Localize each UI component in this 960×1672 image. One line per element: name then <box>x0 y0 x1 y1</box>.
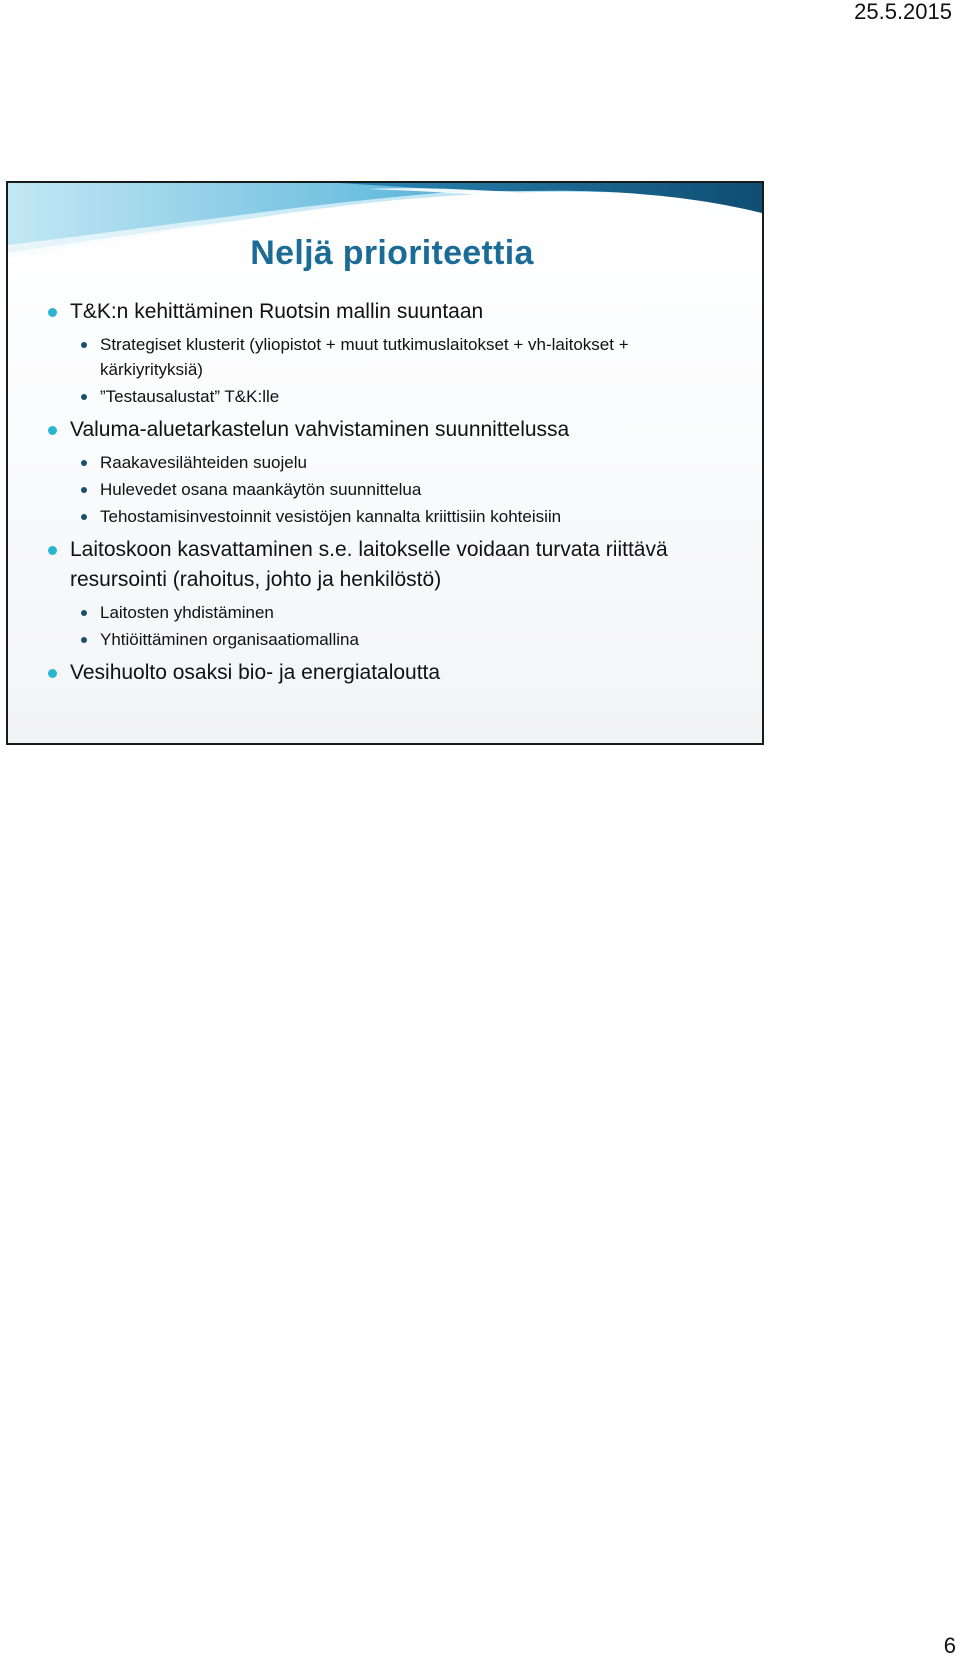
list-item <box>8 384 762 409</box>
slide-title: Neljä prioriteettia <box>250 234 534 272</box>
list-item <box>8 332 762 382</box>
bullet-text: Tehostamisinvestoinnit vesistöjen kannalta kriittisiin kohteisiin <box>100 507 562 526</box>
bullet-dot-icon <box>48 546 57 555</box>
bullet-text: Laitosten yhdistäminen <box>100 603 274 622</box>
bullet-dot-icon <box>81 610 87 616</box>
page-number: 6 <box>943 1633 956 1658</box>
list-item <box>8 600 762 625</box>
bullet-text: Hulevedet osana maankäytön suunnittelua <box>100 480 422 499</box>
bullet-dot-icon <box>81 637 87 643</box>
list-item <box>8 504 762 529</box>
bullet-dot-icon <box>48 426 57 435</box>
list-item <box>8 450 762 475</box>
list-item <box>8 627 762 652</box>
bullet-dot-icon <box>48 669 57 678</box>
bullet-text: Raakavesilähteiden suojelu <box>100 453 307 472</box>
bullet-dot-icon <box>81 342 87 348</box>
bullet-dot-icon <box>81 487 87 493</box>
bullet-text: Vesihuolto osaksi bio- ja energiataloutta <box>70 661 441 684</box>
bullet-dot-icon <box>81 514 87 520</box>
bullet-text: Yhtiöittäminen organisaatiomallina <box>100 630 359 649</box>
bullet-dot-icon <box>81 460 87 466</box>
list-item <box>8 477 762 502</box>
list-item <box>8 535 762 595</box>
list-item <box>8 415 762 445</box>
bullet-text: Valuma-aluetarkastelun vahvistaminen suunnittelussa <box>70 418 570 441</box>
list-item <box>8 297 762 327</box>
bullet-text: T&K:n kehittäminen Ruotsin mallin suuntaan <box>70 300 484 323</box>
bullet-text: Laitoskoon kasvattaminen s.e. laitokselle voidaan turvata riittävä resursointi (rahoitus, johto ja henkilöstö) <box>70 538 668 591</box>
bullet-text: ”Testausalustat” T&K:lle <box>100 387 280 406</box>
bullet-text: Strategiset klusterit (yliopistot + muut tutkimuslaitokset + vh-laitokset + kärkiyrityksiä) <box>100 335 629 379</box>
page-date: 25.5.2015 <box>854 0 952 24</box>
slide <box>6 181 764 745</box>
bullet-list <box>8 297 762 688</box>
list-item <box>8 658 762 688</box>
bullet-dot-icon <box>81 394 87 400</box>
bullet-dot-icon <box>48 308 57 317</box>
